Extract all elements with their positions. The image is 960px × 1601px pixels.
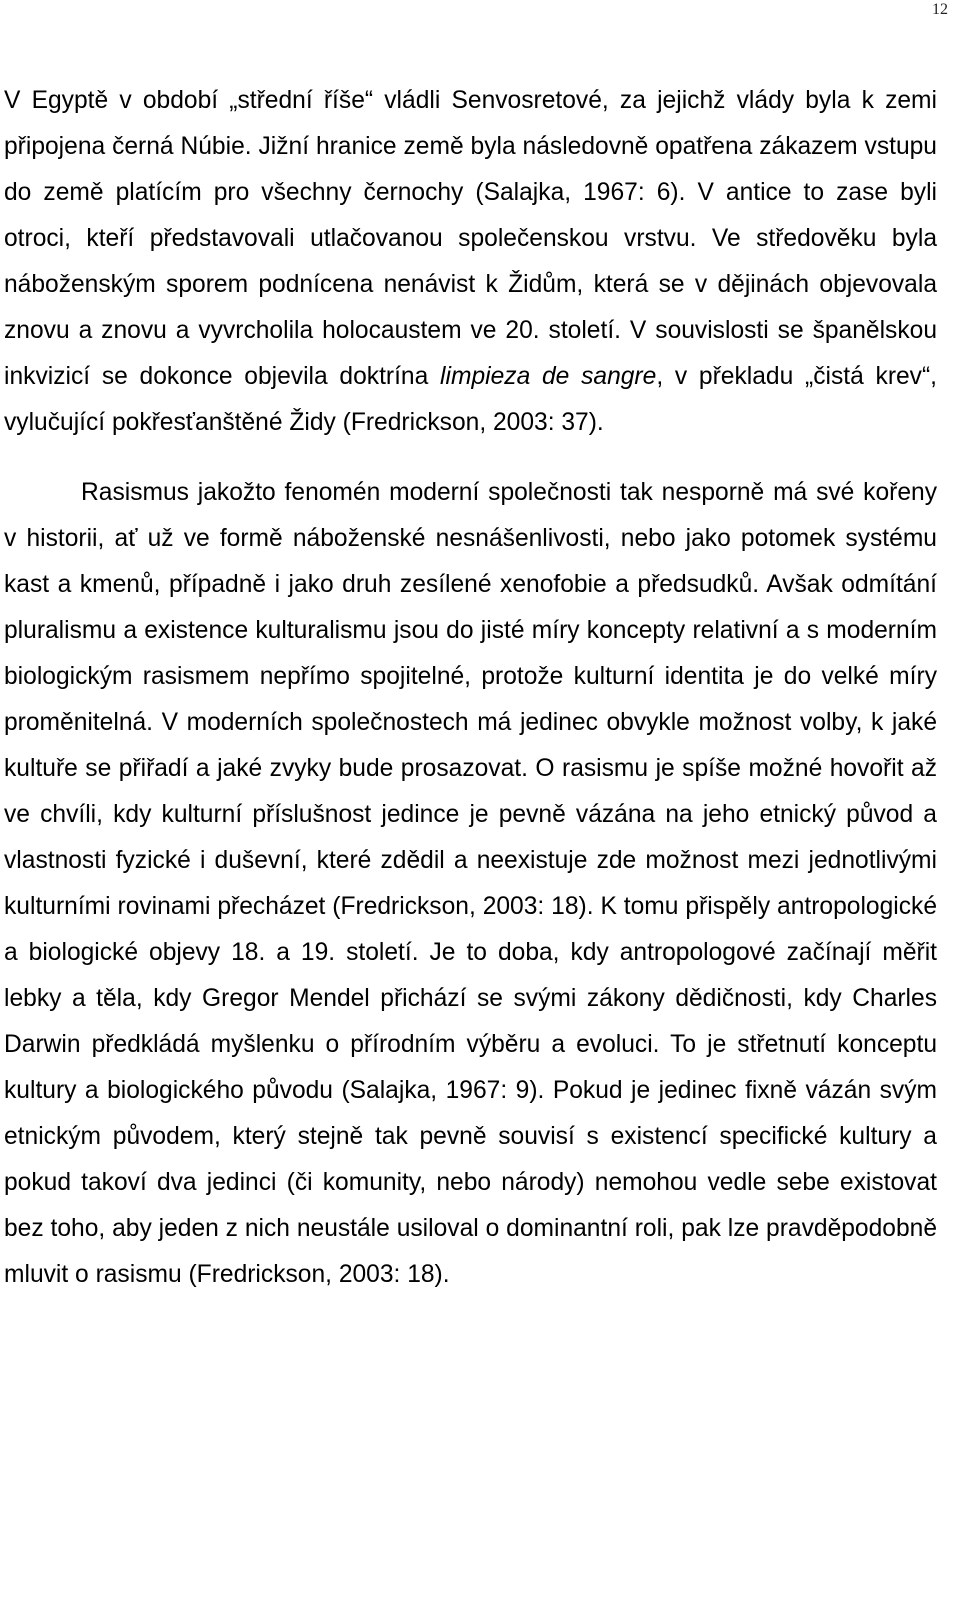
- italic-term: limpieza de sangre: [440, 363, 657, 390]
- paragraph-2: Rasismus jakožto fenomén moderní společnosti tak nesporně má své kořeny v historii, ať už ve formě náboženské nesnášenlivosti, nebo jako potomek systému kast a kmenů, případně i jako druh zesílené xenofobie a předsudků. Avšak odmítání pluralismu a existence kulturalismu jsou do jisté míry koncepty relativní a s moderním biologickým rasismem nepřímo spojitelné, protože kulturní identita je do velké míry proměnitelná. V moderních společnostech má jedinec obvykle možnost volby, k jaké kultuře se přiřadí a jaké zvyky bude prosazovat. O rasismu je spíše možné hovořit až ve chvíli, kdy kulturní příslušnost jedince je pevně vázána na jeho etnický původ a vlastnosti fyzické i duševní, které zdědil a neexistuje zde možnost mezi jednotlivými kulturními rovinami přecházet (Fredrickson, 2003: 18). K tomu přispěly antropologické a biologické objevy 18. a 19. století. Je to doba, kdy antropologové začínají měřit lebky a těla, kdy Gregor Mendel přichází se svými zákony dědičnosti, kdy Charles Darwin předkládá myšlenku o přírodním výběru a evoluci. To je střetnutí konceptu kultury a biologického původu (Salajka, 1967: 9). Pokud je jedinec fixně vázán svým etnickým původem, který stejně tak pevně souvisí s existencí specifické kultury a pokud takoví dva jedinci (či komunity, nebo národy) nemohou vedle sebe existovat bez toho, aby jeden z nich neustále usiloval o dominantní roli, pak lze pravděpodobně mluvit o rasismu (Fredrickson, 2003: 18).: [4, 479, 937, 1288]
- page-number: 12: [932, 1, 948, 18]
- paragraph-1: [4, 78, 937, 446]
- document-body: [4, 78, 937, 1298]
- paragraph-1-text-end: , v překladu „čistá krev“, vylučující pokřesťanštěné Židy (Fredrickson, 2003: 37).: [4, 363, 938, 436]
- paragraph-1-text-start: V Egyptě v období „střední říše“ vládli Senvosretové, za jejichž vlády byla k zemi připojena černá Núbie. Jižní hranice země byla následovně opatřena zákazem vstupu do země platícím pro všechny černochy (Salajka, 1967: 6). V antice to zase byli otroci, kteří představovali utlačovanou společenskou vrstvu. Ve středověku byla náboženským sporem podnícena nenávist k Židům, která se v dějinách objevovala znovu a znovu a vyvrcholila holocaustem ve 20. století. V souvislosti se španělskou inkvizicí se dokonce objevila doktrína: [4, 87, 937, 390]
